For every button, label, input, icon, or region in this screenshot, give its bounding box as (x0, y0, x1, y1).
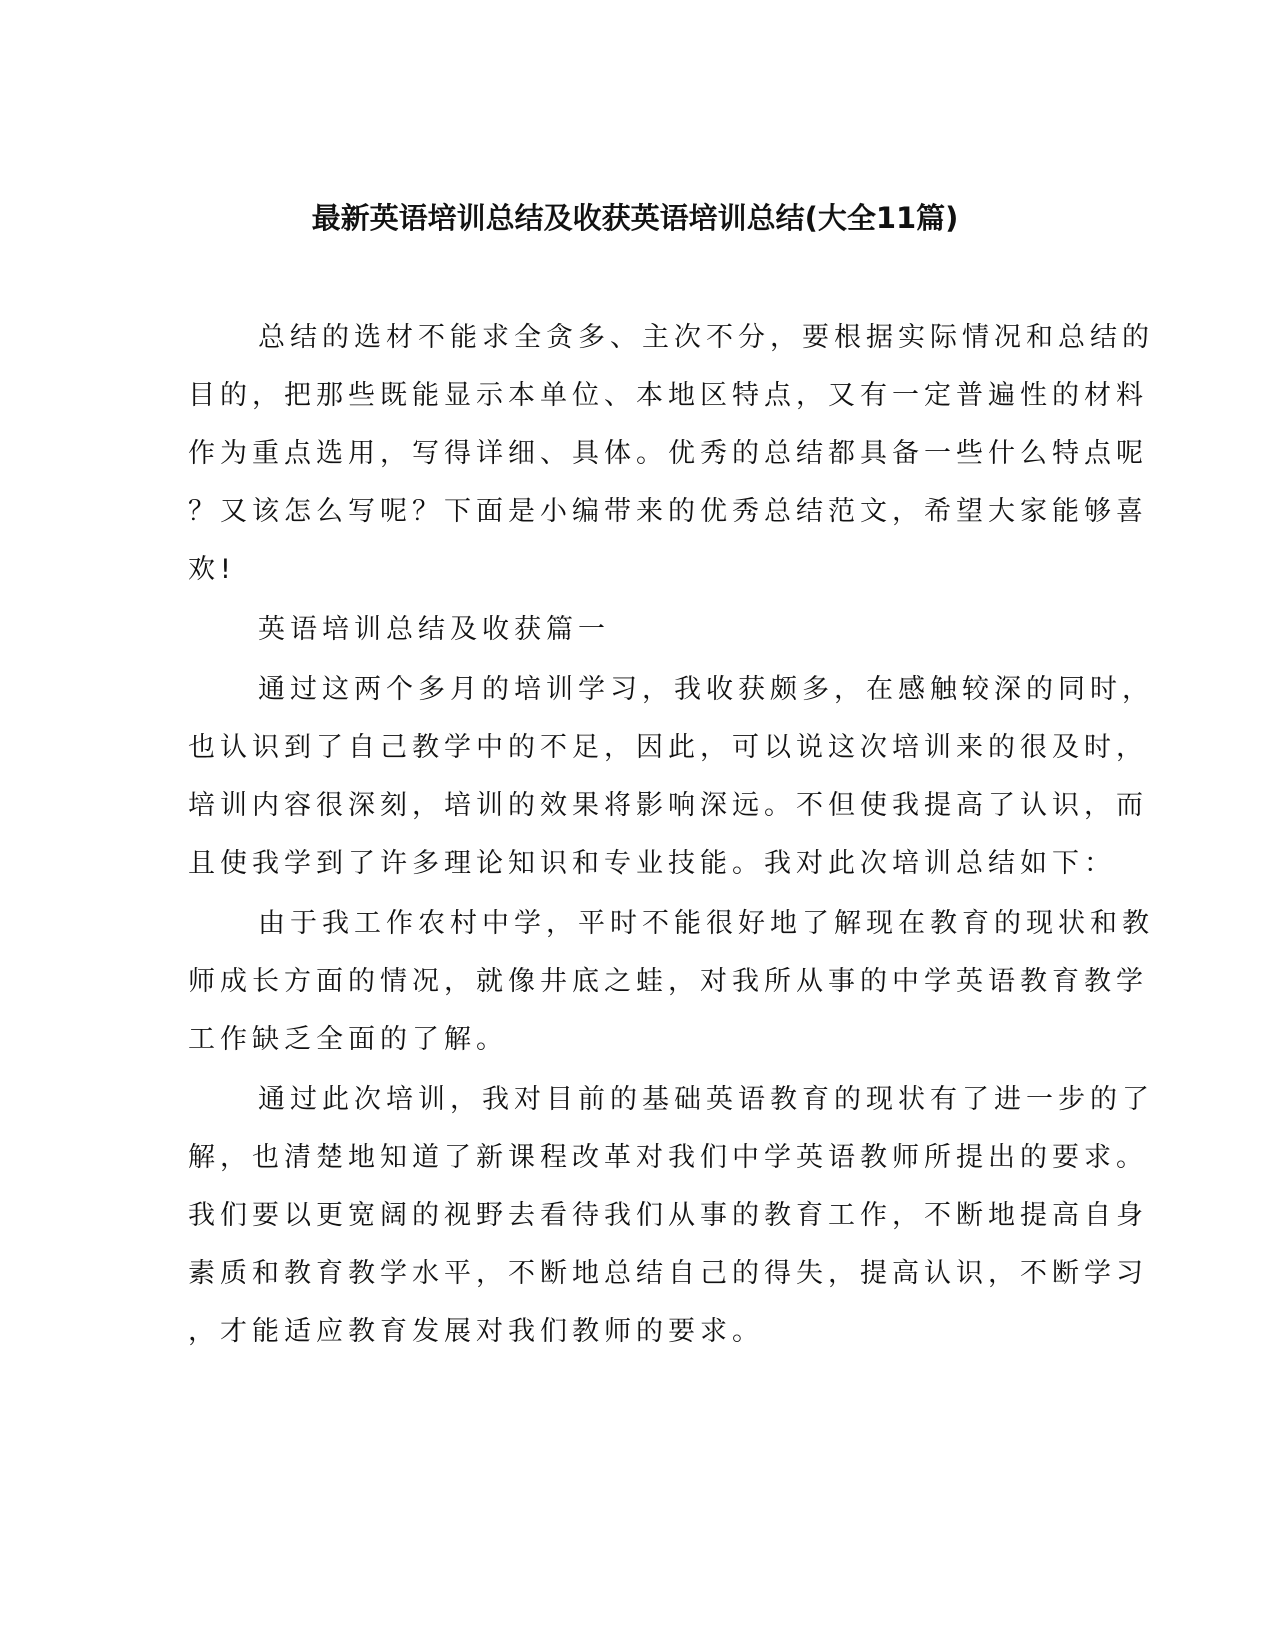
paragraph-line: 通过这两个多月的培训学习，我收获颇多，在感触较深的同时， (258, 674, 1154, 705)
paragraph-line: ？又该怎么写呢？下面是小编带来的优秀总结范文，希望大家能够喜 (188, 496, 1148, 527)
section-heading: 英语培训总结及收获篇一 (258, 614, 610, 645)
paragraph-line: 我们要以更宽阔的视野去看待我们从事的教育工作，不断地提高自身 (188, 1200, 1148, 1231)
paragraph-line: 解，也清楚地知道了新课程改革对我们中学英语教师所提出的要求。 (188, 1142, 1148, 1173)
paragraph-line: 目的，把那些既能显示本单位、本地区特点，又有一定普遍性的材料 (188, 380, 1148, 411)
paragraph-line: 且使我学到了许多理论知识和专业技能。我对此次培训总结如下： (188, 848, 1116, 879)
paragraph-line: 总结的选材不能求全贪多、主次不分，要根据实际情况和总结的 (258, 322, 1154, 353)
paragraph-line: 由于我工作农村中学，平时不能很好地了解现在教育的现状和教 (258, 908, 1154, 939)
paragraph-line: 培训内容很深刻，培训的效果将影响深远。不但使我提高了认识，而 (188, 790, 1148, 821)
paragraph-line: 通过此次培训，我对目前的基础英语教育的现状有了进一步的了 (258, 1084, 1154, 1115)
paragraph-line: 也认识到了自己教学中的不足，因此，可以说这次培训来的很及时， (188, 732, 1148, 763)
paragraph-line: 素质和教育教学水平，不断地总结自己的得失，提高认识，不断学习 (188, 1258, 1148, 1289)
paragraph-line: 欢! (188, 554, 236, 585)
paragraph-line: 师成长方面的情况，就像井底之蛙，对我所从事的中学英语教育教学 (188, 966, 1148, 997)
paragraph-line: 工作缺乏全面的了解。 (188, 1024, 508, 1055)
document-title: 最新英语培训总结及收获英语培训总结(大全11篇) (311, 201, 959, 235)
paragraph-line: 作为重点选用，写得详细、具体。优秀的总结都具备一些什么特点呢 (188, 438, 1148, 469)
paragraph-line: ，才能适应教育发展对我们教师的要求。 (188, 1316, 764, 1347)
